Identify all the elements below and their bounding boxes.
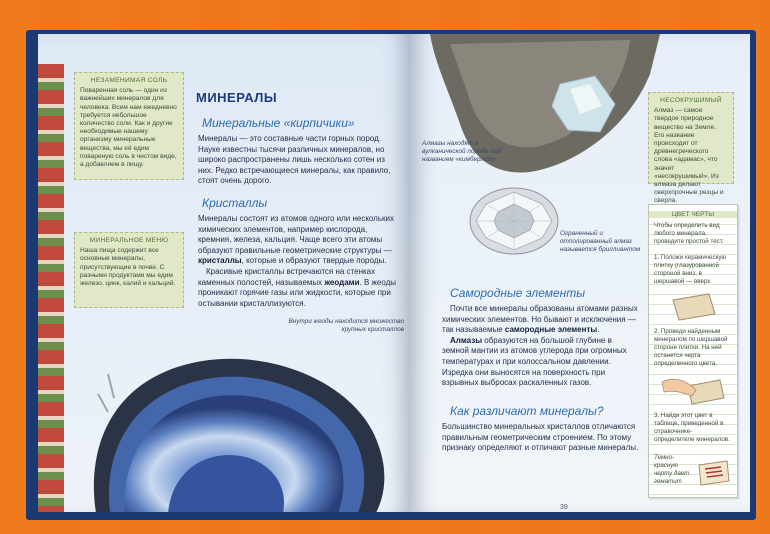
section-native-title: Самородные элементы [450,286,586,300]
note-diamond-title: НЕСОКРУШИМЫЙ [660,97,722,104]
term-geodes: жеодами [324,277,360,287]
term-diamonds: Алмазы [450,335,483,345]
kimberlite-caption: Алмазы находят в вулканической породе под названием «кимберлит» [422,140,502,163]
left-page [38,34,410,512]
streak-color-card [648,204,738,498]
right-page [410,34,750,512]
note-diamond-text: Алмаз — самое твердое природное вещество на Земле. Его название происходит от древнегреческого слова «адамас», что значит «несокрушимый». Из алмаза делают сверхпрочные резцы и сверла. [654,107,724,205]
section-native-text: Почти все минералы образованы атомами разных химических элементов. Но бывают и исключения — так называемые самородные элементы. Алмазы образуются на большой глубине в земной мантии из атомов углерода при огромных температурах и при колоссальном давлении. Изредка они выносятся на поверхность при взрывных выбросах раскаленных газов. [442,304,638,388]
section-identify-title: Как различают минералы? [450,404,604,418]
term-native-elements: самородные элементы [504,325,598,335]
note-menu-title: МИНЕРАЛЬНОЕ МЕНЮ [89,237,169,244]
streak-card-step3: 3. Найди этот цвет в таблице, приведенной в справочнике-определителе минералов. [654,412,730,443]
diamond-caption: Ограненный и отполированный алмаз называется бриллиантом [560,230,641,253]
note-menu [74,232,184,308]
note-diamond-hard [648,92,734,205]
streak-card-step2: 2. Проведи найденным минералом по шершавой стороне плитки. На ней останется черта определенного цвета. [654,328,728,367]
streak-card-intro: Чтобы определить вид любого минерала, проведите простой тест. [654,222,724,245]
open-book [16,22,756,522]
book-edge-stack [38,64,64,512]
note-menu-text: Наша пища содержит все основные минералы, присутствующие в почве. С разными продуктами мы едим железо, цинк, калий и кальций. [80,247,176,288]
geode-image [78,334,408,512]
term-crystals: кристаллы [198,256,242,266]
section-bricks-title: Минеральные «кирпичики» [202,116,355,130]
note-salt [74,72,184,180]
section-bricks-text: Минералы — это составные части горных пород. Науке известны тысячи различных минералов, но широко распространены лишь несколько сотен из них. Редко встречающиеся минералы, как правило, стоят очень дорого. [198,134,391,186]
hand-streak-illustration [658,372,728,408]
streak-card-caption: Темно-красную черту дает гематит [654,454,690,485]
page-title: МИНЕРАЛЫ [196,90,278,105]
section-identify-text: Большинство минеральных кристаллов отличаются правильным геометрическим строением. По этому признаку определяют и отличают разные минералы. [442,422,639,453]
streak-card-step1: 1. Положи керамическую плитку (глазурованной стороной вниз, в шершавой — вверх. [654,254,727,285]
note-salt-text: Поваренная соль — один из важнейших минералов для человека. Всем нам ежедневно требуется небольшое количество соли. Как и другие необходимые нашему организму минеральные вещества, мы её едим повареную соль в чистом виде, а добавляем в пищу. [80,87,177,169]
section-crystals-title: Кристаллы [202,196,268,210]
hematite-streak-illustration [697,459,731,487]
diamond-image [468,186,560,256]
section-crystals-text: Минералы состоят из атомов одного или нескольких химических элементов, например кислорода, кремния, железа, кальция. Чаще всего эти атомы образуют правильные геометрические структуры — кристаллы, которые и образуют твердые породы. Красивые кристаллы встречаются на стенках каменных полостей, называемых жеодами. В жеоды проникают горячие газы или жидкости, которые при остывании кристаллизуются. [198,214,397,308]
note-salt-title: НЕЗАМЕНИМАЯ СОЛЬ [90,77,168,84]
geode-caption: Внутри жеоды находится множество крупных кристаллов [288,318,404,333]
tile-illustration [663,290,723,324]
page-number: 39 [560,504,568,511]
streak-card-title: ЦВЕТ ЧЕРТЫ [649,211,737,218]
